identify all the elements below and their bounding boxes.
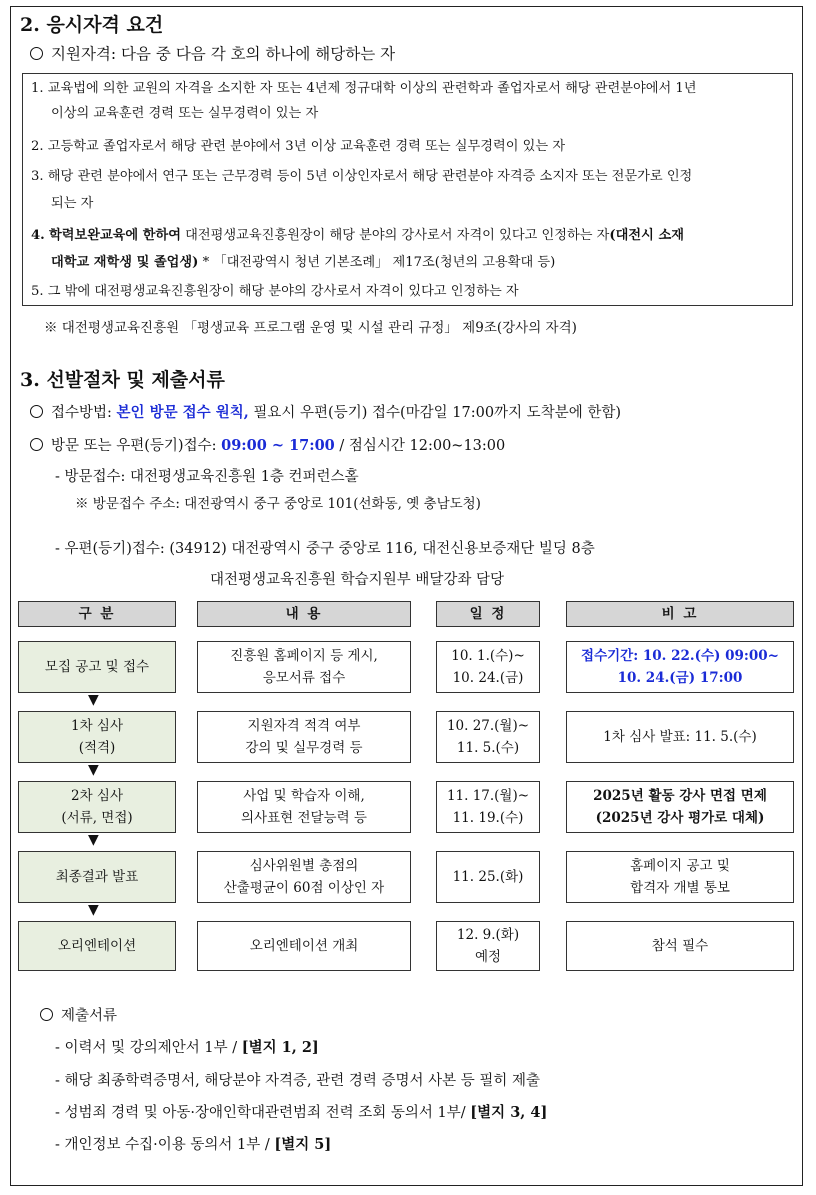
stage-label: (서류, 면접) xyxy=(61,810,133,826)
doc-text: - 해당 최종학력증명서, 해당분야 자격증, 관련 경력 증명서 사본 등 필히 제출 xyxy=(55,1073,541,1089)
content-line: 강의 및 실무경력 등 xyxy=(245,740,363,756)
date-line: 10. 24.(금) xyxy=(452,670,524,686)
content-line: 응모서류 접수 xyxy=(262,670,346,686)
date-line: 10. 1.(수)~ xyxy=(451,648,525,664)
date-line: 10. 27.(월)~ xyxy=(446,718,530,734)
header-category: 구 분 xyxy=(18,601,176,627)
qualification-item-1-cont: 이상의 교육훈련 경력 또는 실무경력이 있는 자 xyxy=(51,106,319,121)
doc-text: - 개인정보 수집·이용 동의서 1부 / xyxy=(55,1137,275,1153)
item-text: * 「대전광역시 청년 기본조례」 제17조(청년의 고용확대 등) xyxy=(198,255,556,270)
circle-bullet-icon xyxy=(40,1008,53,1021)
item-text: 대전평생교육진흥원장이 해당 분야의 강사로서 자격이 있다고 인정하는 자 xyxy=(180,228,610,243)
remarks-cell xyxy=(566,921,794,971)
visit-address: ※ 방문접수 주소: 대전광역시 중구 중앙로 101(선화동, 옛 충남도청) xyxy=(75,496,481,512)
stage-second-review xyxy=(18,781,176,833)
document-item xyxy=(55,1069,540,1090)
date-line: 11. 25.(화) xyxy=(452,869,524,885)
arrow-down-icon: ▼ xyxy=(88,762,99,778)
header-content: 내 용 xyxy=(197,601,411,627)
section2-intro xyxy=(30,42,395,64)
note-line: 접수기간: 10. 22.(수) 09:00~ xyxy=(581,648,779,664)
qualification-item-2: 2. 고등학교 졸업자로서 해당 관련 분야에서 3년 이상 교육훈련 경력 또는 실무경력이 있는 자 xyxy=(31,139,566,154)
remarks-cell xyxy=(566,781,794,833)
content-line: 지원자격 적격 여부 xyxy=(247,718,361,734)
stage-final-result xyxy=(18,851,176,903)
content-cell xyxy=(197,641,411,693)
content-cell xyxy=(197,781,411,833)
arrow-down-icon: ▼ xyxy=(88,902,99,918)
label: 방문 또는 우편(등기)접수: xyxy=(51,438,222,454)
note-line: 홈페이지 공고 및 xyxy=(630,858,730,874)
stage-first-review xyxy=(18,711,176,763)
content-line: 오리엔테이션 개최 xyxy=(249,938,359,954)
date-line: 11. 17.(월)~ xyxy=(446,788,530,804)
note-line: (2025년 강사 평가로 대체) xyxy=(595,810,765,826)
qualification-item-1: 1. 교육법에 의한 교원의 자격을 소지한 자 또는 4년제 정규대학 이상의 관련학과 졸업자로서 해당 관련분야에서 1년 xyxy=(31,81,697,96)
content-line: 진흥원 홈페이지 등 게시, xyxy=(230,648,378,664)
stage-label: 1차 심사 xyxy=(70,718,123,734)
stage-label: 2차 심사 xyxy=(70,788,123,804)
stage-label: 오리엔테이션 xyxy=(57,938,137,954)
date-line: 11. 5.(수) xyxy=(456,740,520,756)
schedule-cell xyxy=(436,851,540,903)
qualification-item-3-cont: 되는 자 xyxy=(51,196,94,211)
circle-bullet-icon xyxy=(30,438,43,451)
visit-place: - 방문접수: 대전평생교육진흥원 1층 컨퍼런스홀 xyxy=(55,469,359,485)
date-line: 12. 9.(화) xyxy=(456,927,520,943)
document-item xyxy=(55,1133,331,1154)
mail-department: 대전평생교육진흥원 학습지원부 배달강좌 담당 xyxy=(210,572,504,588)
stage-orientation xyxy=(18,921,176,971)
regulation-note: ※ 대전평생교육진흥원 「평생교육 프로그램 운영 및 시설 관리 규정」 제9조(강사의 자격) xyxy=(44,320,577,336)
qualification-item-4-cont xyxy=(51,250,555,275)
document-item xyxy=(55,1101,547,1122)
method-line xyxy=(30,401,621,422)
qualification-item-5: 5. 그 밖에 대전평생교육진흥원장이 해당 분야의 강사로서 자격이 있다고 인정하는 자 xyxy=(31,284,519,299)
content-line: 사업 및 학습자 이해, xyxy=(243,788,365,804)
remarks-cell xyxy=(566,711,794,763)
qualification-item-3: 3. 해당 관련 분야에서 연구 또는 근무경력 등이 5년 이상인자로서 해당 관련분야 자격증 소지자 또는 전문가로 인정 xyxy=(31,169,693,184)
content-line: 산출평균이 60점 이상인 자 xyxy=(223,880,385,896)
doc-attachment: [별지 1, 2] xyxy=(241,1039,319,1056)
note-line: 10. 24.(금) 17:00 xyxy=(617,670,743,686)
content-cell xyxy=(197,921,411,971)
circle-bullet-icon xyxy=(30,47,43,60)
bold-phrase: (대전시 소재 xyxy=(609,228,684,243)
schedule-cell xyxy=(436,921,540,971)
arrow-down-icon: ▼ xyxy=(88,692,99,708)
circle-bullet-icon xyxy=(30,405,43,418)
documents-title xyxy=(40,1004,117,1025)
note-line: 합격자 개별 통보 xyxy=(630,880,730,896)
arrow-down-icon: ▼ xyxy=(88,832,99,848)
date-line: 예정 xyxy=(474,949,502,965)
qualification-box xyxy=(22,73,793,306)
doc-attachment: [별지 5] xyxy=(274,1136,332,1153)
header-remarks: 비 고 xyxy=(566,601,794,627)
intro-text: 지원자격: 다음 중 다음 각 호의 하나에 해당하는 자 xyxy=(51,45,396,63)
label: 접수방법: xyxy=(51,405,117,421)
documents-title-text: 제출서류 xyxy=(61,1008,118,1024)
header-schedule: 일 정 xyxy=(436,601,540,627)
mail-line: - 우편(등기)접수: (34912) 대전광역시 중구 중앙로 116, 대전신용보증재단 빌딩 8층 xyxy=(55,541,595,557)
schedule-cell xyxy=(436,781,540,833)
content-cell xyxy=(197,851,411,903)
remarks-cell xyxy=(566,851,794,903)
highlight: 본인 방문 접수 원칙, xyxy=(116,404,249,421)
note-line: 2025년 활동 강사 면접 면제 xyxy=(593,788,767,804)
stage-label: 최종결과 발표 xyxy=(55,869,139,885)
section2-title: 2. 응시자격 요건 xyxy=(20,14,164,36)
section3-title: 3. 선발절차 및 제출서류 xyxy=(20,369,225,391)
doc-text: - 이력서 및 강의제안서 1부 / xyxy=(55,1040,242,1056)
content-line: 심사위원별 총점의 xyxy=(249,858,359,874)
note-line: 참석 필수 xyxy=(651,938,709,954)
stage-recruitment xyxy=(18,641,176,693)
doc-attachment: [별지 3, 4] xyxy=(470,1104,548,1121)
stage-label: 모집 공고 및 접수 xyxy=(44,659,150,675)
text: / 점심시간 12:00~13:00 xyxy=(334,438,506,454)
note-line: 1차 심사 발표: 11. 5.(수) xyxy=(603,729,757,745)
qualification-item-4 xyxy=(31,223,684,248)
date-line: 11. 19.(수) xyxy=(452,810,524,826)
content-cell xyxy=(197,711,411,763)
item-number: 4. xyxy=(31,228,45,243)
visit-line xyxy=(30,434,505,455)
stage-label: (적격) xyxy=(78,740,116,756)
text: 필요시 우편(등기) 접수(마감일 17:00까지 도착분에 한함) xyxy=(248,405,621,421)
document-item xyxy=(55,1036,319,1057)
content-line: 의사표현 전달능력 등 xyxy=(241,810,367,826)
schedule-cell xyxy=(436,711,540,763)
doc-text: - 성범죄 경력 및 아동·장애인학대관련범죄 전력 조회 동의서 1부/ xyxy=(55,1105,471,1121)
highlight: 09:00 ~ 17:00 xyxy=(221,437,335,454)
bold-phrase: 학력보완교육에 한하여 xyxy=(48,228,181,243)
schedule-cell xyxy=(436,641,540,693)
remarks-cell xyxy=(566,641,794,693)
bold-phrase: 대학교 재학생 및 졸업생) xyxy=(51,255,199,270)
